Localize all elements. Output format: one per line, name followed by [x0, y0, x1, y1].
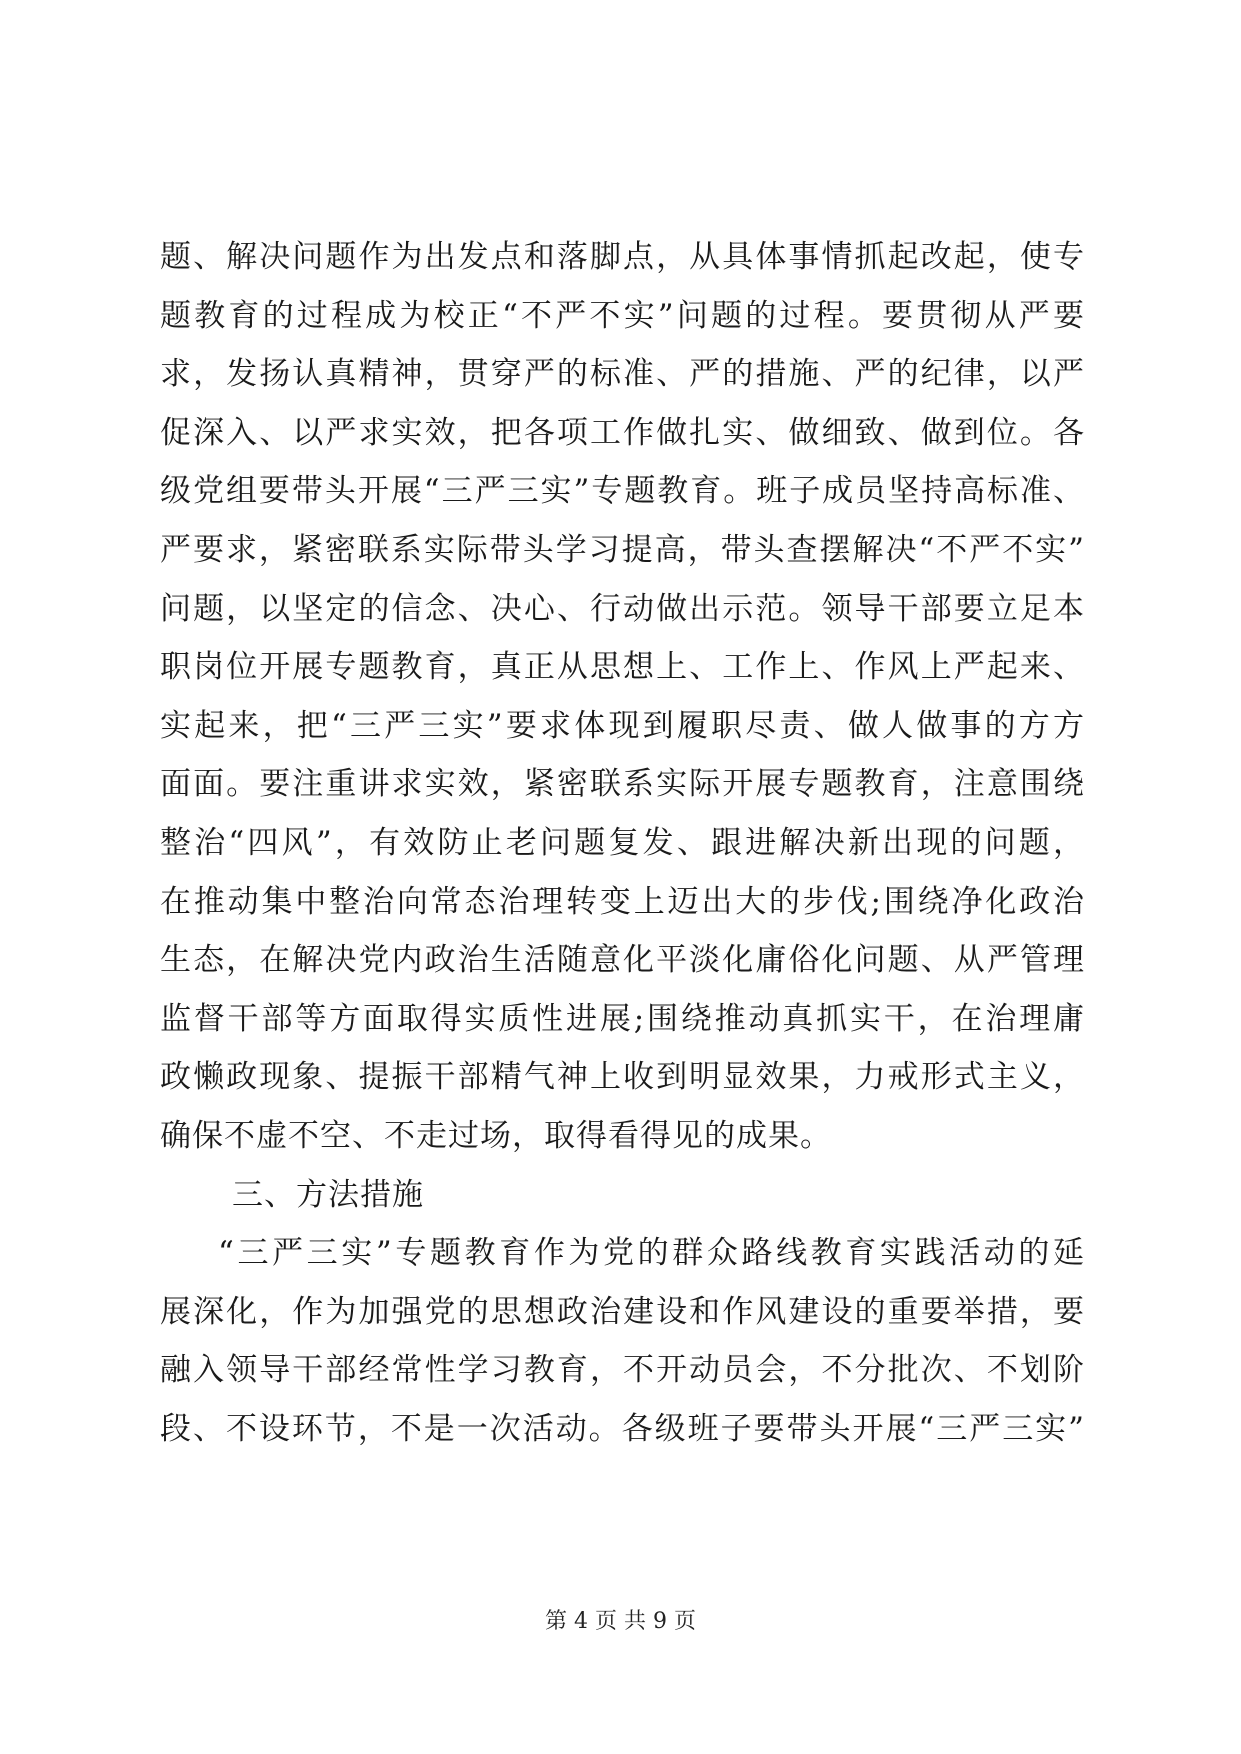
text-line: 生态，在解决党内政治生活随意化平淡化庸俗化问题、从严管理 — [160, 942, 1085, 979]
section-heading: 三、方法措施 — [232, 1176, 424, 1213]
text-line: “三严三实”专题教育作为党的群众路线教育实践活动的延 — [218, 1235, 1085, 1272]
text-line: 严要求，紧密联系实际带头学习提高，带头查摆解决“不严不实” — [160, 531, 1085, 568]
text-line: 题、解决问题作为出发点和落脚点，从具体事情抓起改起，使专 — [160, 239, 1085, 275]
text-line: 在推动集中整治向常态治理转变上迈出大的步伐;围绕净化政治 — [160, 883, 1085, 920]
text-line: 求，发扬认真精神，贯穿严的标准、严的措施、严的纪律，以严 — [160, 356, 1085, 393]
text-line: 政懒政现象、提振干部精气神上收到明显效果，力戒形式主义， — [160, 1059, 1085, 1096]
text-line: 面面。要注重讲求实效，紧密联系实际开展专题教育，注意围绕 — [160, 766, 1085, 803]
text-line: 实起来，把“三严三实”要求体现到履职尽责、做人做事的方方 — [160, 707, 1085, 744]
text-line: 展深化，作为加强党的思想政治建设和作风建设的重要举措，要 — [160, 1293, 1085, 1330]
text-line: 级党组要带头开展“三严三实”专题教育。班子成员坚持高标准、 — [160, 473, 1085, 510]
text-line: 整治“四风”，有效防止老问题复发、跟进解决新出现的问题， — [160, 824, 1085, 861]
text-line: 融入领导干部经常性学习教育，不开动员会，不分批次、不划阶 — [160, 1352, 1085, 1389]
text-line: 职岗位开展专题教育，真正从思想上、工作上、作风上严起来、 — [160, 649, 1085, 686]
document-body — [160, 228, 1085, 1458]
text-line: 题教育的过程成为校正“不严不实”问题的过程。要贯彻从严要 — [160, 297, 1085, 334]
text-line: 监督干部等方面取得实质性进展;围绕推动真抓实干，在治理庸 — [160, 1000, 1085, 1037]
text-line: 确保不虚不空、不走过场，取得看得见的成果。 — [160, 1117, 832, 1154]
page-number-footer: 第 4 页 共 9 页 — [545, 1609, 696, 1634]
text-line: 促深入、以严求实效，把各项工作做扎实、做细致、做到位。各 — [160, 414, 1085, 451]
text-line: 段、不设环节，不是一次活动。各级班子要带头开展“三严三实” — [160, 1410, 1085, 1447]
text-line: 问题，以坚定的信念、决心、行动做出示范。领导干部要立足本 — [160, 590, 1085, 627]
